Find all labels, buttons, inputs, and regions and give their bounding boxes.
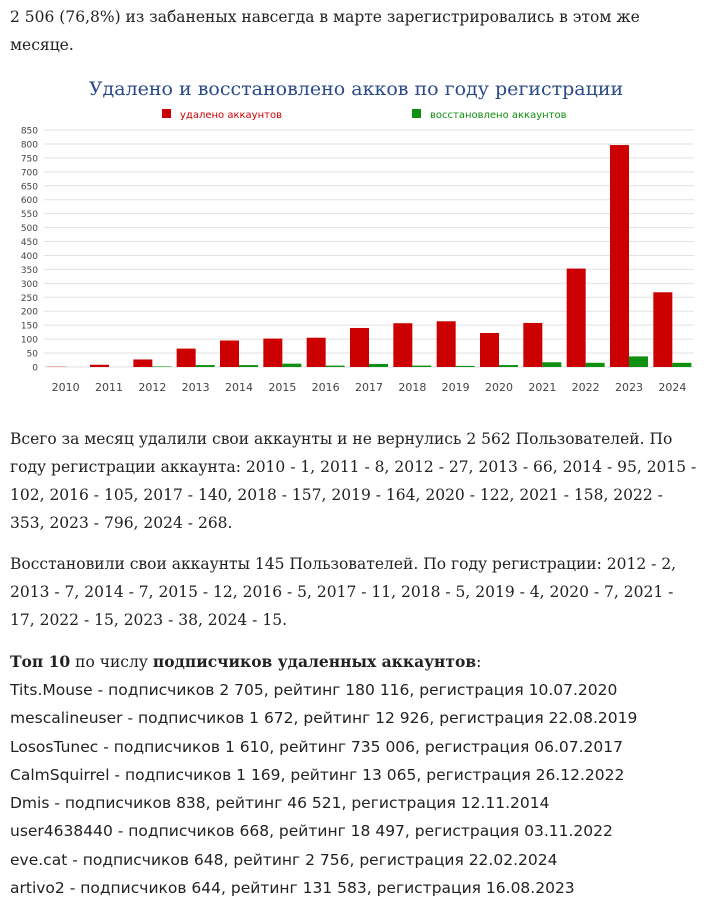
bar-restored: [282, 364, 301, 367]
list-item: Tits.Mouse - подписчиков 2 705, рейтинг 180 116, регистрация 10.07.2020: [10, 681, 618, 699]
bar-deleted: [307, 338, 326, 367]
list-item: CalmSquirrel - подписчиков 1 169, рейтинг 13 065, регистрация 26.12.2022: [10, 765, 625, 784]
deleted-summary-paragraph: Всего за месяц удалили свои аккаунты и не вернулись 2 562 Пользователей. По году регистрации аккаунта: 2010 - 1, 2011 - 8, 2012 - 27, 2013 - 66, 2014 - 95, 2015 - 102, 2016 - 105, 2017 - 140, 2018 - 157, 2019 - 164, 2020 - 122, 2021 - 158, 2022 - 353, 2023 - 796, 2024 - 268.: [10, 430, 697, 532]
bar-restored: [412, 366, 431, 367]
y-tick-label: 300: [20, 279, 38, 290]
bar-deleted: [523, 323, 542, 367]
bar-restored: [672, 363, 691, 367]
top-list-header: [10, 648, 700, 676]
bar-deleted: [480, 333, 499, 367]
bar-restored: [152, 366, 171, 367]
top-header-bold-2: подписчиков удаленных аккаунтов: [152, 652, 477, 671]
bar-restored: [542, 362, 561, 367]
x-tick-label: 2023: [615, 381, 643, 394]
bar-restored: [629, 356, 648, 367]
intro-paragraph: 2 506 (76,8%) из забаненых навсегда в марте зарегистрировались в этом же месяце.: [10, 8, 640, 54]
bar-chart: [0, 72, 720, 402]
x-axis: [52, 381, 687, 394]
bar-restored: [196, 365, 215, 367]
bar-deleted: [610, 145, 629, 367]
bar-deleted: [653, 292, 672, 367]
y-tick-label: 650: [20, 182, 38, 193]
y-tick-label: 200: [20, 307, 38, 318]
y-tick-label: 700: [20, 168, 38, 179]
bar-deleted: [567, 269, 586, 367]
y-axis: [21, 127, 38, 374]
x-tick-label: 2018: [398, 381, 427, 394]
x-tick-label: 2017: [355, 381, 383, 394]
y-tick-label: 550: [20, 210, 38, 221]
bar-deleted: [90, 365, 109, 367]
y-tick-label: 450: [20, 238, 38, 249]
legend-label-restored: восстановлено аккаунтов: [430, 110, 567, 121]
list-item: user4638440 - подписчиков 668, рейтинг 18 497, регистрация 03.11.2022: [10, 822, 613, 841]
bars: [47, 145, 692, 367]
y-tick-label: 750: [20, 154, 38, 165]
bar-deleted: [350, 328, 369, 367]
y-tick-label: 0: [32, 363, 38, 374]
bar-deleted: [220, 341, 239, 367]
legend-label-deleted: удалено аккаунтов: [180, 110, 282, 121]
top-header-mid: по числу: [70, 653, 153, 671]
y-tick-label: 100: [20, 335, 38, 346]
y-tick-label: 50: [26, 349, 38, 360]
list-item: Dmis - подписчиков 838, рейтинг 46 521, регистрация 12.11.2014: [10, 794, 550, 813]
legend-swatch-restored: [412, 109, 421, 118]
y-tick-label: 350: [20, 265, 38, 276]
bar-restored: [369, 364, 388, 367]
bar-restored: [326, 366, 345, 367]
chart-title: Удалено и восстановлено акков по году регистрации: [88, 78, 624, 100]
bar-restored: [456, 366, 475, 367]
bar-deleted: [393, 323, 412, 367]
x-tick-label: 2011: [95, 381, 123, 394]
x-tick-label: 2016: [311, 381, 340, 394]
y-tick-label: 150: [20, 321, 38, 332]
list-item: artivo2 - подписчиков 644, рейтинг 131 583, регистрация 16.08.2023: [10, 879, 575, 898]
bar-deleted: [133, 359, 152, 367]
x-tick-label: 2021: [528, 381, 557, 394]
bar-restored: [499, 365, 518, 367]
y-tick-label: 850: [20, 126, 38, 137]
x-tick-label: 2012: [138, 381, 167, 394]
bar-restored: [239, 365, 258, 367]
x-tick-label: 2024: [658, 381, 687, 394]
legend: [162, 109, 567, 121]
restored-summary-paragraph: Восстановили свои аккаунты 145 Пользователей. По году регистрации: 2012 - 2, 2013 - 7, 2014 - 7, 2015 - 12, 2016 - 5, 2017 - 11, 2018 - 5, 2019 - 4, 2020 - 7, 2021 - 17, 2022 - 15, 2023 - 38, 2024 - 15.: [10, 555, 677, 629]
legend-swatch-deleted: [162, 109, 171, 118]
top-list: [10, 676, 637, 902]
x-tick-label: 2019: [441, 381, 470, 394]
x-tick-label: 2010: [51, 381, 80, 394]
x-tick-label: 2013: [181, 381, 210, 394]
y-tick-label: 800: [20, 140, 38, 151]
bar-deleted: [263, 339, 282, 367]
top-header-end: :: [476, 653, 482, 671]
y-tick-label: 500: [20, 224, 38, 235]
y-tick-label: 400: [20, 251, 38, 262]
top-header-bold-1: Топ 10: [10, 652, 71, 671]
bar-restored: [586, 363, 605, 367]
bar-deleted: [437, 321, 456, 367]
y-tick-label: 250: [20, 293, 38, 304]
list-item: mescalineuser - подписчиков 1 672, рейтинг 12 926, регистрация 22.08.2019: [10, 709, 638, 728]
bar-deleted: [177, 349, 196, 367]
x-tick-label: 2015: [268, 381, 297, 394]
list-item: eve.cat - подписчиков 648, рейтинг 2 756, регистрация 22.02.2024: [10, 850, 558, 869]
y-tick-label: 600: [20, 196, 38, 207]
x-tick-label: 2022: [571, 381, 600, 394]
x-tick-label: 2020: [485, 381, 513, 394]
x-tick-label: 2014: [225, 381, 253, 394]
list-item: LososTunec - подписчиков 1 610, рейтинг 735 006, регистрация 06.07.2017: [10, 737, 623, 756]
